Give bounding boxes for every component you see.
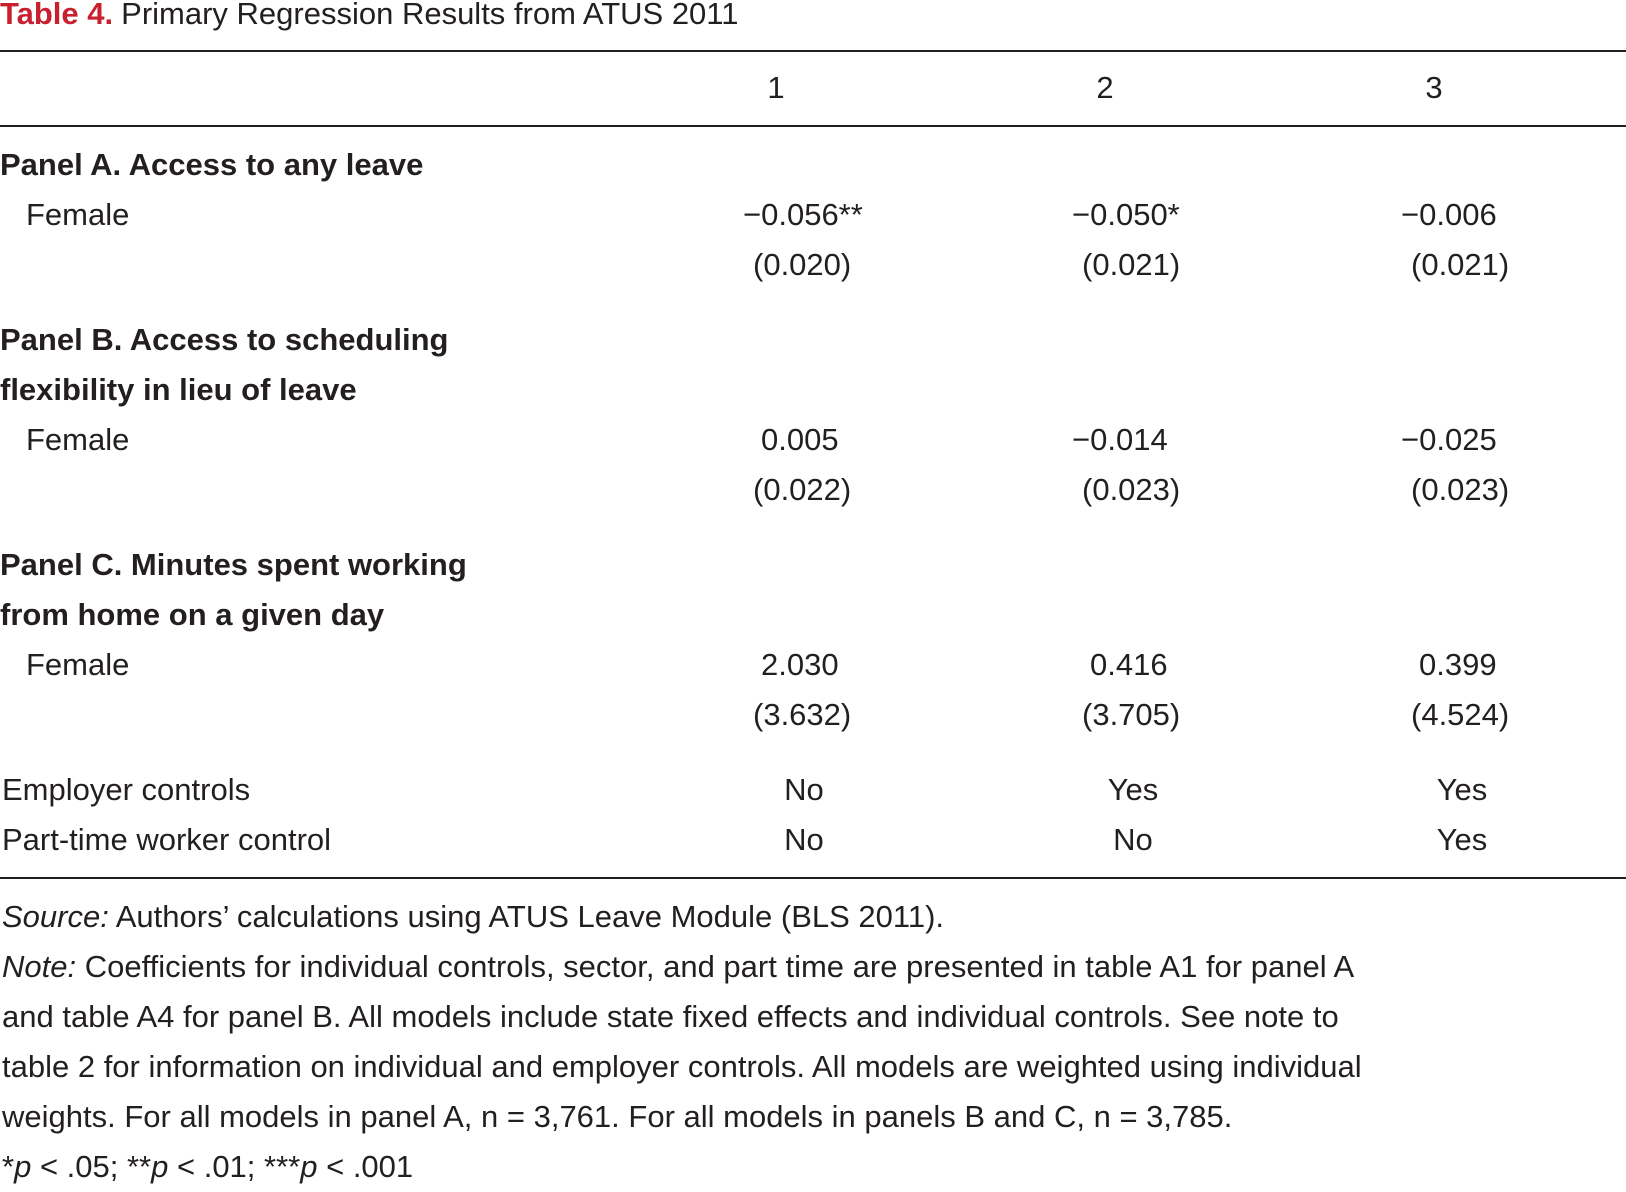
column-header-2: 2 [1096,70,1114,105]
panel-c-heading-line2: from home on a given day [0,597,385,632]
panel-a-row-label: Female [26,197,130,232]
sig-star-1: * [2,1149,15,1184]
note-line-1 [2,942,1354,992]
panel-a-se-1: (0.020) [753,247,852,282]
top-rule [0,50,1626,52]
control-employer-col-1: No [784,772,824,807]
panel-c-se-1: (3.632) [753,697,852,732]
panel-a-coef-2: −0.050* [1072,197,1180,232]
panel-a-se-2: (0.021) [1082,247,1181,282]
panel-c-se-2: (3.705) [1082,697,1181,732]
table-caption: Primary Regression Results from ATUS 2011 [121,0,739,31]
control-employer-col-2: Yes [1107,772,1159,807]
column-header-1: 1 [767,70,785,105]
table-title [0,0,738,34]
control-row-label-parttime: Part-time worker control [2,822,332,857]
panel-a-coef-1: −0.056** [743,197,863,232]
column-header-3: 3 [1425,70,1443,105]
panel-c-se-3: (4.524) [1411,697,1510,732]
note-line-4: weights. For all models in panel A, n = 3,761. For all models in panels B and C, n = 3,785. [2,1099,1233,1134]
control-parttime-col-1: No [784,822,824,857]
panel-c-row-label: Female [26,647,130,682]
source-note [2,892,944,942]
control-parttime-col-2: No [1113,822,1153,857]
source-label: Source: [2,899,109,934]
sig-p-1: p [14,1149,32,1184]
header-rule [0,125,1626,127]
panel-b-coef-3: −0.025 [1401,422,1497,457]
note-line-3: table 2 for information on individual and employer controls. All models are weighted using individual [2,1049,1362,1084]
panel-a-heading: Panel A. Access to any leave [0,147,424,182]
sig-p-3: p [300,1149,318,1184]
panel-b-row-label: Female [26,422,130,457]
sig-value-2: < .01; [168,1149,265,1184]
panel-a-coef-3: −0.006 [1401,197,1497,232]
panel-c-coef-3: 0.399 [1419,647,1497,682]
sig-p-2: p [151,1149,169,1184]
panel-a-se-3: (0.021) [1411,247,1510,282]
note-label: Note: [2,949,77,984]
panel-b-heading-line1: Panel B. Access to scheduling [0,322,449,357]
panel-b-coef-1: 0.005 [761,422,839,457]
control-row-label-employer: Employer controls [2,772,251,807]
sig-star-2: ** [126,1149,152,1184]
panel-b-coef-2: −0.014 [1072,422,1168,457]
control-parttime-col-3: Yes [1436,822,1488,857]
sig-value-1: < .05; [31,1149,127,1184]
source-text: Authors’ calculations using ATUS Leave Module (BLS 2011). [108,899,945,934]
panel-c-coef-2: 0.416 [1090,647,1168,682]
panel-b-se-3: (0.023) [1411,472,1510,507]
panel-c-heading-line1: Panel C. Minutes spent working [0,547,467,582]
sig-value-3: < .001 [317,1149,414,1184]
note-line-2: and table A4 for panel B. All models include state fixed effects and individual controls. See note to [2,999,1339,1034]
panel-b-heading-line2: flexibility in lieu of leave [0,372,357,407]
control-employer-col-3: Yes [1436,772,1488,807]
panel-b-se-2: (0.023) [1082,472,1181,507]
sig-star-3: *** [264,1149,301,1184]
note-text-1: Coefficients for individual controls, sector, and part time are presented in table A1 for panel A [76,949,1355,984]
bottom-rule [0,877,1626,879]
panel-c-coef-1: 2.030 [761,647,839,682]
significance-note [2,1142,413,1192]
table-number: Table 4. [0,0,114,31]
panel-b-se-1: (0.022) [753,472,852,507]
